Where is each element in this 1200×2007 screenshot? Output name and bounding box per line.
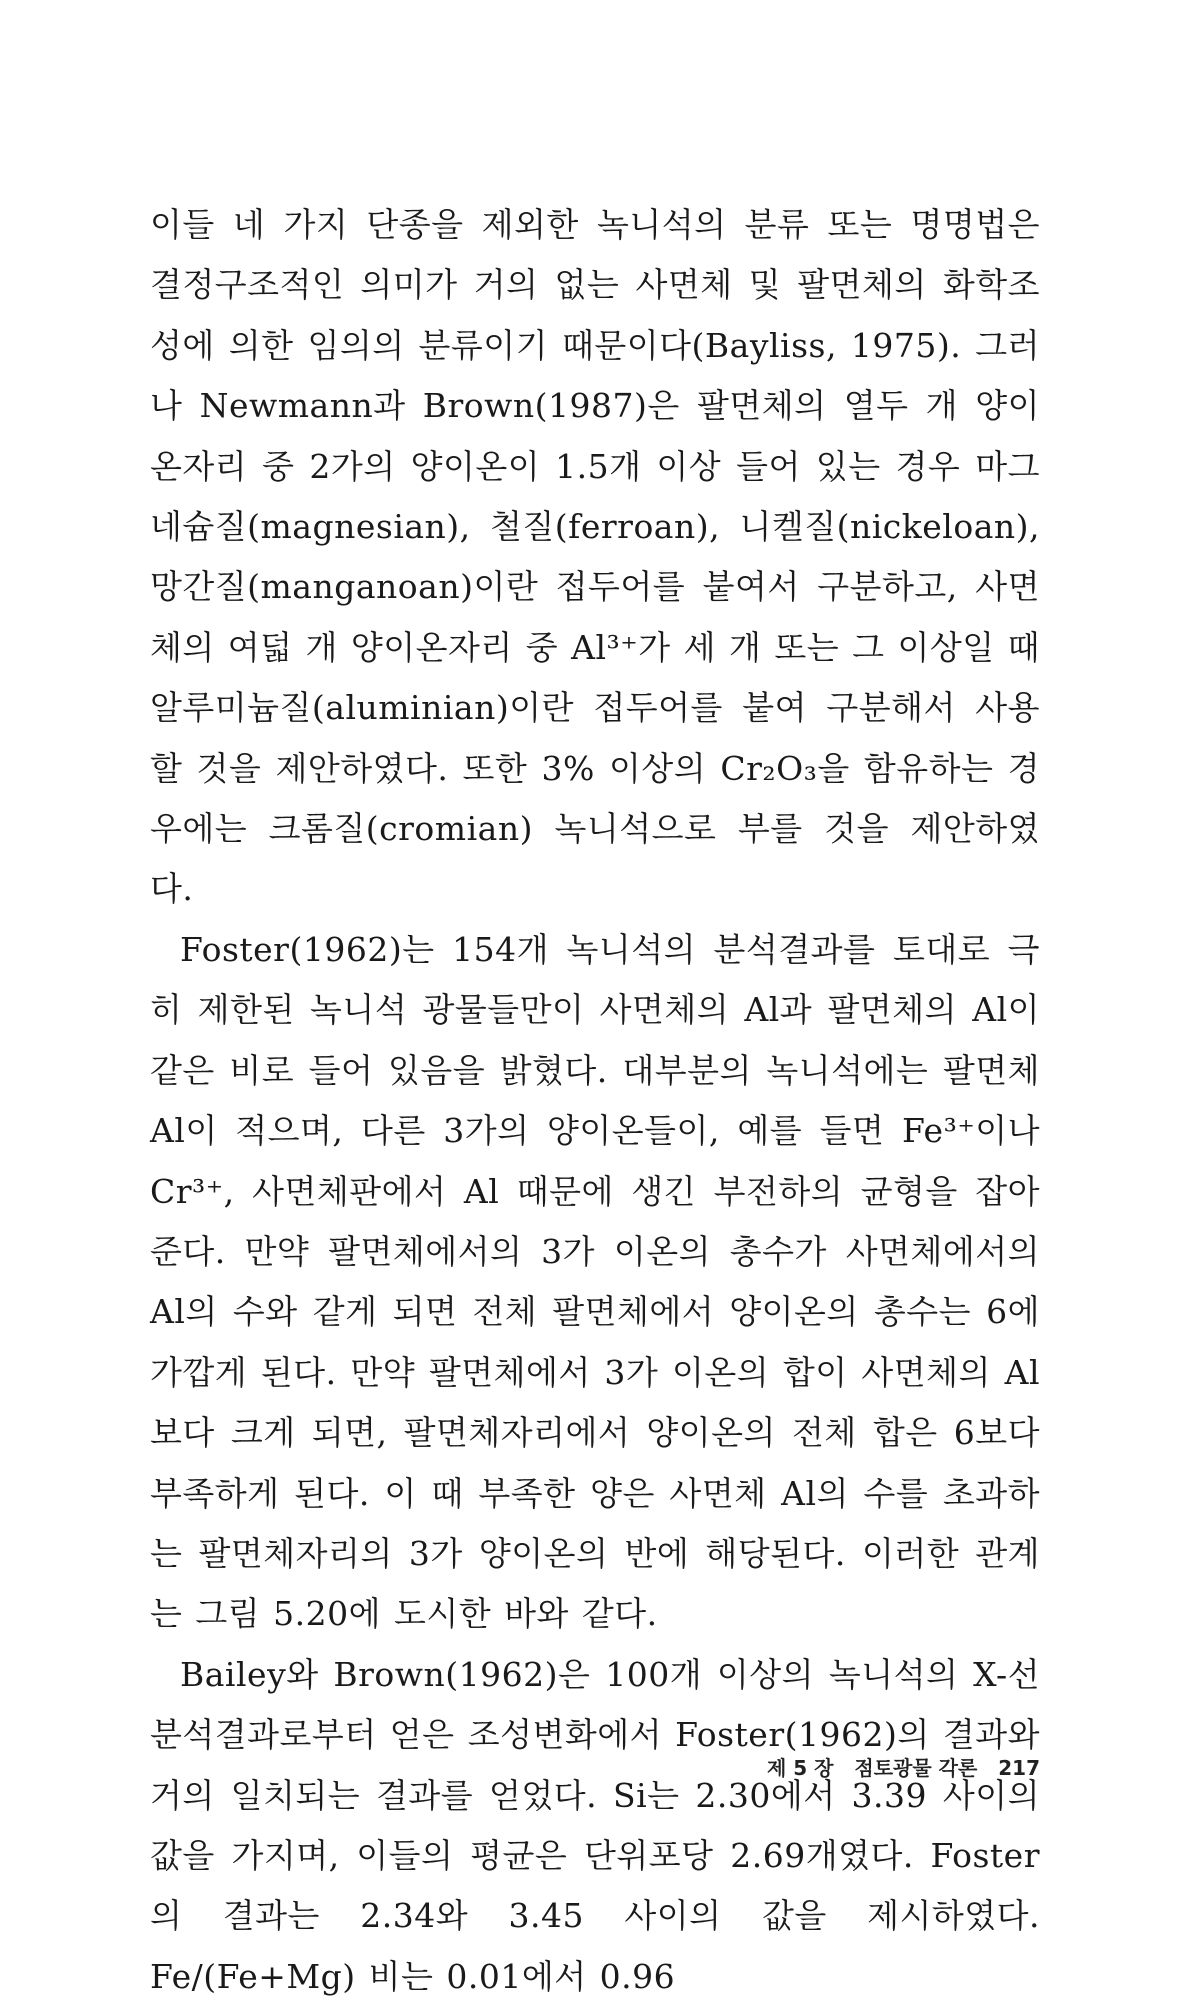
page-number: 217 xyxy=(998,1756,1040,1780)
page-body xyxy=(150,195,1040,2007)
paragraph-3: Bailey와 Brown(1962)은 100개 이상의 녹니석의 X-선 분석결과로부터 얻은 조성변화에서 Foster(1962)의 결과와 거의 일치되는 결과를 얻었다. Si는 2.30에서 3.39 사이의 값을 가지며, 이들의 평균은 단위포당 2.69개였다. Foster의 결과는 2.34와 3.45 사이의 값을 제시하였다. Fe/(Fe+Mg) 비는 0.01에서 0.96 xyxy=(150,1654,1040,1996)
paragraph-1: 이들 네 가지 단종을 제외한 녹니석의 분류 또는 명명법은 결정구조적인 의미가 거의 없는 사면체 및 팔면체의 화학조성에 의한 임의의 분류이기 때문이다(Bayliss, 1975). 그러나 Newmann과 Brown(1987)은 팔면체의 열두 개 양이온자리 중 2가의 양이온이 1.5개 이상 들어 있는 경우 마그네슘질(magnesian), 철질(ferroan), 니켈질(nickeloan), 망간질(manganoan)이란 접두어를 붙여서 구분하고, 사면체의 여덟 개 양이온자리 중 Al³⁺가 세 개 또는 그 이상일 때 알루미늄질(aluminian)이란 접두어를 붙여 구분해서 사용할 것을 제안하였다. 또한 3% 이상의 Cr₂O₃을 함유하는 경우에는 크롬질(cromian) 녹니석으로 부를 것을 제안하였다. xyxy=(150,205,1040,909)
footer-chapter-title: 점토광물 각론 xyxy=(854,1756,978,1780)
paragraph-2: Foster(1962)는 154개 녹니석의 분석결과를 토대로 극히 제한된 녹니석 광물들만이 사면체의 Al과 팔면체의 Al이 같은 비로 들어 있음을 밝혔다. 대부분의 녹니석에는 팔면체 Al이 적으며, 다른 3가의 양이온들이, 예를 들면 Fe³⁺이나 Cr³⁺, 사면체판에서 Al 때문에 생긴 부전하의 균형을 잡아준다. 만약 팔면체에서의 3가 이온의 총수가 사면체에서의 Al의 수와 같게 되면 전체 팔면체에서 양이온의 총수는 6에 가깝게 된다. 만약 팔면체에서 3가 이온의 합이 사면체의 Al보다 크게 되면, 팔면체자리에서 양이온의 전체 합은 6보다 부족하게 된다. 이 때 부족한 양은 사면체 Al의 수를 초과하는 팔면체자리의 3가 양이온의 반에 해당된다. 이러한 관계는 그림 5.20에 도시한 바와 같다. xyxy=(150,929,1040,1634)
footer-chapter: 제 5 장 xyxy=(766,1756,834,1780)
page-footer xyxy=(700,1752,1040,1781)
